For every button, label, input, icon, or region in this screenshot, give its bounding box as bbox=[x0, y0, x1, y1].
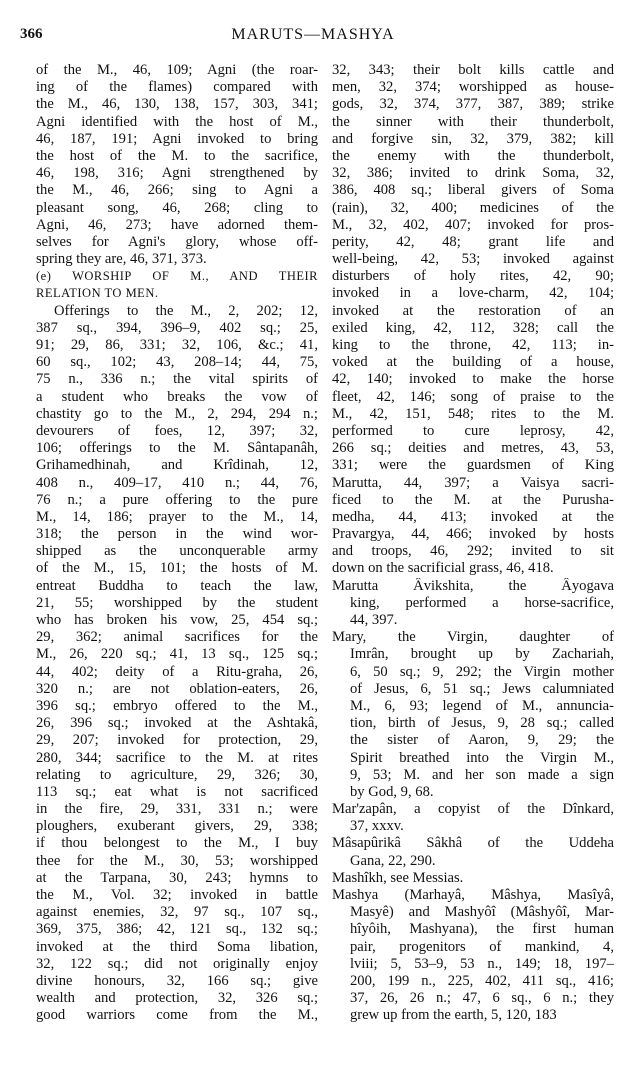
index-line: Spirit breathed into the Virgin M., bbox=[350, 749, 614, 766]
index-line: Mary, the Virgin, daughter of bbox=[332, 629, 614, 646]
index-line: 396 sq.; embryo offered to the M., bbox=[36, 697, 318, 714]
index-line: 32, 386; invited to drink Soma, 32, bbox=[332, 165, 614, 182]
index-line: lviii; 5, 53–9, 53 n., 149; 18, 197– bbox=[350, 955, 614, 972]
index-line: of the M., 46, 109; Agni (the roar- bbox=[36, 62, 318, 78]
left-column bbox=[36, 62, 318, 1025]
index-line: thee for the M., 30, 53; worshipped bbox=[36, 852, 318, 869]
index-line: ficed to the M. at the Purusha- bbox=[332, 491, 614, 508]
index-line: Mâsapûrikâ Sâkhâ of the Uddeha bbox=[332, 835, 614, 852]
index-line: Mashîkh, see Messias. bbox=[332, 869, 464, 886]
index-line: invoked at the restoration of an bbox=[332, 302, 614, 319]
index-line: entreat Buddha to teach the law, bbox=[36, 577, 318, 594]
index-line: shipped as the unconquerable army bbox=[36, 543, 318, 560]
index-line: (e) WORSHIP OF M., AND THEIR bbox=[36, 269, 318, 284]
index-line: the sister of Aaron, 9, 29; the bbox=[350, 732, 614, 749]
index-line: at the Tarpana, 30, 243; hymns to bbox=[36, 869, 318, 886]
index-line: 331; were the guardsmen of King bbox=[332, 457, 614, 474]
index-line: perity, 42, 48; grant life and bbox=[332, 233, 614, 250]
index-line: divine honours, 32, 166 sq.; give bbox=[36, 972, 318, 989]
index-line: 29, 207; invoked for protection, 29, bbox=[36, 732, 318, 749]
index-line: men, 32, 374; worshipped as house- bbox=[332, 79, 614, 96]
index-line: wealth and protection, 32, 326 sq.; bbox=[36, 990, 318, 1007]
index-line: Masyê) and Mashyôî (Mâshyôî, Mar- bbox=[350, 904, 614, 921]
index-line: disturbers of holy rites, 42, 90; bbox=[332, 268, 614, 285]
index-line: M., 42, 151, 548; rites to the M. bbox=[332, 405, 614, 422]
index-line: Pravargya, 44, 466; invoked by hosts bbox=[332, 526, 614, 543]
index-line: M., 26, 220 sq.; 41, 13 sq., 125 sq.; bbox=[36, 646, 318, 663]
index-line: exiled king, 42, 112, 328; call the bbox=[332, 319, 614, 336]
index-line: good warriors come from the M., bbox=[36, 1007, 318, 1024]
index-line: Marutta, 44, 397; a Vaisya sacri- bbox=[332, 474, 614, 491]
index-line: invoked at the third Soma libation, bbox=[36, 938, 318, 955]
index-line: Marutta Âvikshita, the Âyogava bbox=[332, 577, 614, 594]
index-line: 37, 26, 26 n.; 47, 6 sq., 6 n.; they bbox=[350, 990, 614, 1007]
index-line: devourers of foes, 12, 397; 32, bbox=[36, 422, 318, 439]
index-line: spring they are, 46, 371, 373. bbox=[36, 251, 207, 268]
index-line: 26, 396 sq.; invoked at the Ashtakâ, bbox=[36, 715, 318, 732]
index-line: a student who breaks the vow of bbox=[36, 388, 318, 405]
index-line: ploughers, exuberant givers, 29, 338; bbox=[36, 818, 318, 835]
index-line: 44, 402; deity of a Ritu-graha, 26, bbox=[36, 663, 318, 680]
index-line: the enemy with the thunderbolt, bbox=[332, 147, 614, 164]
index-line: 75 n., 336 n.; the vital spirits of bbox=[36, 371, 318, 388]
index-line: fleet, 42, 146; song of praise to the bbox=[332, 388, 614, 405]
index-line: Mashya (Marhayâ, Mâshya, Masîyâ, bbox=[332, 887, 614, 903]
index-line: and troops, 46, 292; invited to sit bbox=[332, 543, 614, 560]
index-line: relating to agriculture, 29, 326; 30, bbox=[36, 766, 318, 783]
index-line: 6, 50 sq.; 9, 292; the Virgin mother bbox=[350, 663, 614, 680]
index-line: Gana, 22, 290. bbox=[350, 852, 436, 869]
index-line: 106; offerings to the M. Sântapanâh, bbox=[36, 440, 318, 457]
running-title: MARUTS—MASHYA bbox=[231, 26, 395, 43]
index-line: gods, 32, 374, 377, 387, 389; strike bbox=[332, 96, 614, 113]
right-column bbox=[332, 62, 614, 1025]
index-line: M., 6, 93; legend of M., annuncia- bbox=[350, 697, 614, 714]
index-line: 386, 408 sq.; liberal givers of Soma bbox=[332, 182, 614, 199]
index-line: 46, 187, 191; Agni invoked to bring bbox=[36, 130, 318, 147]
index-line: performed to cure leprosy, 42, bbox=[332, 422, 614, 439]
index-line: if thou belongest to the M., I buy bbox=[36, 835, 318, 852]
index-line: M., 32, 402, 407; invoked for pros- bbox=[332, 216, 614, 233]
index-line: Offerings to the M., 2, 202; 12, bbox=[54, 302, 318, 319]
index-line: grew up from the earth, 5, 120, 183 bbox=[350, 1007, 557, 1024]
index-line: 76 n.; a pure offering to the pure bbox=[36, 491, 318, 508]
index-line: of the M., 15, 101; the hosts of M. bbox=[36, 560, 318, 577]
index-line: by God, 9, 68. bbox=[350, 783, 434, 800]
index-line: 200, 199 n., 225, 402, 411 sq., 416; bbox=[350, 972, 614, 989]
index-line: 60 sq., 102; 43, 208–14; 44, 75, bbox=[36, 354, 318, 371]
index-line: pleasant song, 46, 268; cling to bbox=[36, 199, 318, 216]
index-line: RELATION TO MEN. bbox=[36, 286, 159, 301]
index-line: hîyôih, Mashyana), the first human bbox=[350, 921, 614, 938]
index-line: 37, xxxv. bbox=[350, 818, 404, 835]
index-line: Agni, 46, 273; have adorned them- bbox=[36, 216, 318, 233]
index-line: the M., 46, 130, 138, 157, 303, 341; bbox=[36, 96, 318, 113]
index-line: of Jesus, 6, 51 sq.; Jews calumniated bbox=[350, 680, 614, 697]
index-line: 32, 343; their bolt kills cattle and bbox=[332, 62, 614, 78]
index-line: who has broken his vow, 25, 454 sq.; bbox=[36, 612, 318, 628]
index-line: 320 n.; are not oblation-eaters, 26, bbox=[36, 680, 318, 697]
index-line: against enemies, 32, 97 sq., 107 sq., bbox=[36, 904, 318, 921]
index-line: 280, 344; sacrifice to the M. at rites bbox=[36, 749, 318, 766]
index-line: and forgive sin, 32, 379, 382; kill bbox=[332, 130, 614, 147]
index-line: (rain), 32, 400; medicines of the bbox=[332, 199, 614, 216]
index-line: 29, 362; animal sacrifices for the bbox=[36, 629, 318, 646]
index-line: in the fire, 29, 331, 331 n.; were bbox=[36, 801, 318, 818]
index-line: 266 sq.; deities and metres, 43, 53, bbox=[332, 440, 614, 457]
index-line: M., 14, 186; prayer to the M., 14, bbox=[36, 508, 318, 525]
index-line: well-being, 42, 53; invoked against bbox=[332, 251, 614, 268]
index-line: the M., 46, 266; sing to Agni a bbox=[36, 182, 318, 199]
index-line: Agni identified with the host of M., bbox=[36, 113, 318, 130]
index-line: 318; the person in the wind wor- bbox=[36, 526, 318, 543]
index-line: Mar'zapân, a copyist of the Dînkard, bbox=[332, 801, 614, 818]
index-line: Imrân, brought up by Zachariah, bbox=[350, 646, 614, 663]
index-line: 113 sq.; eat what is not sacrificed bbox=[36, 783, 318, 800]
index-line: 21, 55; worshipped by the student bbox=[36, 594, 318, 611]
index-line: tion, birth of Jesus, 9, 28 sq.; called bbox=[350, 715, 614, 732]
index-line: king to the throne, 42, 113; in- bbox=[332, 337, 614, 353]
index-line: voked at the building of a house, bbox=[332, 354, 614, 371]
index-line: pair, progenitors of mankind, 4, bbox=[350, 938, 614, 955]
index-line: 369, 375, 386; 42, 121 sq., 132 sq.; bbox=[36, 921, 318, 938]
index-line: selves for Agni's glory, whose off- bbox=[36, 233, 318, 250]
page-number: 366 bbox=[20, 26, 43, 42]
index-line: Grihamedhinah, and Krîdinah, 12, bbox=[36, 457, 318, 474]
index-line: chastity go to the M., 2, 294, 294 n.; bbox=[36, 405, 318, 422]
index-line: 91; 29, 86, 331; 32, 106, &c.; 41, bbox=[36, 337, 318, 353]
index-line: 32, 122 sq.; did not originally enjoy bbox=[36, 955, 318, 972]
index-line: 387 sq., 394, 396–9, 402 sq.; 25, bbox=[36, 319, 318, 336]
index-line: the sinner with their thunderbolt, bbox=[332, 113, 614, 130]
index-line: ing of the flames) compared with bbox=[36, 79, 318, 96]
index-line: king, performed a horse-sacrifice, bbox=[350, 594, 614, 611]
index-line: down on the sacrificial grass, 46, 418. bbox=[332, 560, 554, 577]
index-line: 408 n., 409–17, 410 n.; 44, 76, bbox=[36, 474, 318, 491]
index-line: the host of the M. to the sacrifice, bbox=[36, 147, 318, 164]
index-line: 9, 53; M. and her son made a sign bbox=[350, 766, 614, 783]
index-line: medha, 44, 413; invoked at the bbox=[332, 508, 614, 525]
index-line: 46, 198, 316; Agni strengthened by bbox=[36, 165, 318, 182]
index-line: the M., Vol. 32; invoked in battle bbox=[36, 887, 318, 903]
index-line: 44, 397. bbox=[350, 612, 398, 628]
index-line: invoked in a love-charm, 42, 104; bbox=[332, 285, 614, 302]
page-header bbox=[0, 26, 626, 48]
index-line: 42, 140; invoked to make the horse bbox=[332, 371, 614, 388]
